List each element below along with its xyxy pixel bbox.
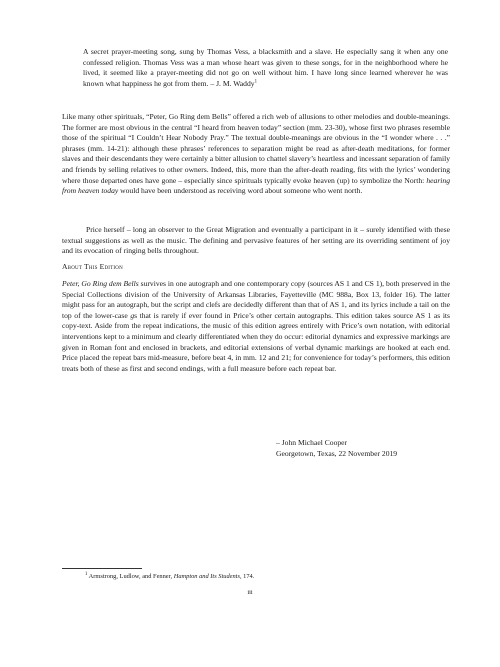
- block-quote: [83, 47, 448, 89]
- page-number: iii: [247, 589, 253, 596]
- paragraph-text: would have been understood as receiving word about someone who went north.: [118, 186, 363, 196]
- section-heading: About This Edition: [62, 262, 123, 271]
- signature-block: [276, 438, 397, 459]
- footnote-divider: [62, 568, 142, 569]
- paragraph-text: survives in one autograph and one contemporary copy (sources AS 1 and CS 1), both preserved in the Special Collections division of the University of Arkansas Libraries, Fayetteville (MC 988a, Box 13, folder 16). The latter might pass for an autograph, but the script and clefs are decidedly different than that of AS 1, and its lyrics include a tail on the top of the lower-case: [62, 279, 450, 320]
- paragraph-price: [62, 225, 450, 257]
- paragraph-allusions: [62, 112, 450, 197]
- emphasis-text: hearing from heaven today: [62, 175, 450, 196]
- footnote-reference[interactable]: 1: [254, 79, 257, 85]
- footnote-text: Armstrong, Ludlow, and Fenner,: [87, 573, 174, 580]
- signature-name: – John Michael Cooper: [276, 438, 348, 447]
- paragraph-edition: [62, 279, 450, 374]
- work-title: Peter, Go Ring dem Bells: [62, 279, 139, 288]
- footnote-title: Hampton and Its Students: [173, 573, 240, 580]
- signature-place-date: Georgetown, Texas, 22 November 2019: [276, 448, 398, 458]
- paragraph-text: Like many other spirituals, “Peter, Go Ring dem Bells” offered a rich web of allusions to other melodies and double-meanings. The former are most obvious in the central “I heard from heaven today” section (mm. 23-30), whose first two phrases resemble those of the spiritual “I Couldn’t Hear Nobody Pray.” The textual double-meanings are obvious in the “I wonder where . . .” phrases (mm. 14-21): although these phrases’ references to separation might be read as after-death meditations, for former slaves and their descendants they were certainly a bitter allusion to chattel slavery’s heartless and incessant separation of family and friends by selling relatives to other owners. Indeed, this, more than the after-death reading, fits with the lyrics’ wondering where those departed ones have gone – especially since spirituals typically evoke heaven (up) to symbolize the North:: [62, 112, 450, 185]
- footnote-text: , 174.: [239, 573, 255, 580]
- paragraph-text: s that is rarely if ever found in Price’s other certain autographs. This edition takes source AS 1 as its copy-text. Aside from the repeat indications, the music of this edition agrees entirely with Price’s own notation, with editorial interventions kept to a minimum and clearly differentiated when they do occur: editorial dynamics and expressive markings are given in Roman font and enclosed in brackets, and editorial extensions of verbal dynamic markings are hooked at each end. Price placed the repeat bars mid-measure, before beat 4, in mm. 12 and 21; for convenience for today’s performers, this edition treats both of these as first and second endings, with a full measure before each repeat bar.: [62, 310, 450, 373]
- footnote-mark: 1: [85, 571, 88, 577]
- footnote: [85, 573, 254, 581]
- quote-text: A secret prayer-meeting song, sung by Thomas Vess, a blacksmith and a slave. He especially sang it when any one confessed religion. Thomas Vess was a man whose heart was given to these songs, for in the neighborhood where he lived, it seemed like a prayer-meeting did not go on well without him. I have long since learned wherever he was known what happiness he got from them. – J. M. Waddy: [83, 47, 448, 88]
- paragraph-text: Price herself – long an observer to the Great Migration and eventually a participant in it – surely identified with these textual suggestions as well as the music. The defining and pervasive features of her setting are its overriding sentiment of joy and its evocation of ringing bells throughout.: [62, 225, 450, 256]
- emphasis-text: g: [130, 310, 135, 320]
